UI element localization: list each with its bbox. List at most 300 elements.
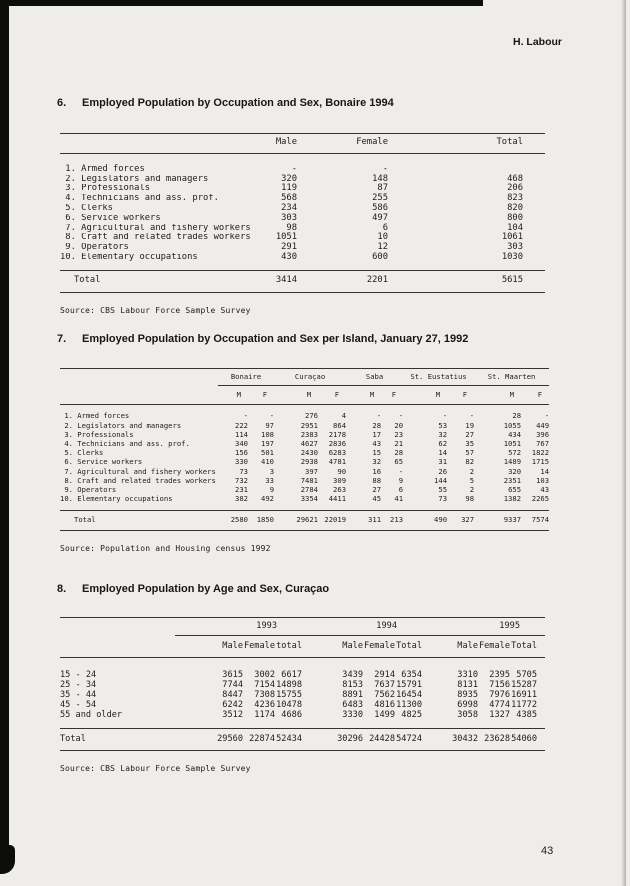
- header-spacer: [60, 386, 218, 405]
- total-female: 2201: [297, 270, 388, 292]
- cell-st-eustatius-m: 26: [438, 466, 448, 476]
- table-6-row: [60, 224, 545, 234]
- cell-bonaire-f: 97: [265, 420, 275, 430]
- header-spacer: [60, 369, 218, 386]
- row-label-age-group: 25 - 34: [60, 680, 97, 690]
- subheader-m: M: [218, 386, 248, 405]
- cell-st-maarten-f: 1715: [531, 457, 550, 467]
- cell-saba-f: 6: [398, 485, 404, 495]
- cell-total-1994: 11300: [396, 700, 422, 710]
- cell-st-eustatius-f: 82: [465, 457, 475, 467]
- subheader-female-1994: Female: [363, 636, 395, 658]
- cell-curacao-f: 90: [337, 466, 347, 476]
- column-header-female: Female: [297, 134, 388, 154]
- row-label-age-group: 35 - 44: [60, 690, 97, 700]
- cell-female: 586: [372, 202, 388, 213]
- cell-saba-m: -: [376, 411, 382, 421]
- table-7-total-row: [60, 511, 549, 530]
- cell-total-1995: 16911: [511, 690, 537, 700]
- cell-bonaire-f: 501: [261, 448, 275, 458]
- subheader-m: M: [346, 386, 381, 405]
- cell-bonaire-m: 330: [235, 457, 248, 467]
- cell-st-maarten-f: 2265: [531, 494, 550, 504]
- total-male-1995: 30432: [422, 729, 478, 751]
- cell-curacao-f: 4781: [328, 457, 347, 467]
- cell-saba-m: 88: [372, 475, 382, 485]
- cell-female: 255: [372, 193, 388, 204]
- cell-curacao-m: 3354: [300, 494, 319, 504]
- cell-female-1993: 3002: [254, 670, 275, 680]
- row-label: 7. Agricultural and fishery workers: [60, 466, 216, 476]
- cell-bonaire-m: 382: [235, 494, 248, 504]
- scan-edge-corner-blob: [0, 845, 15, 874]
- cell-bonaire-f: 492: [261, 494, 275, 504]
- table-8-row: [60, 690, 545, 700]
- table-8-row: [60, 710, 545, 729]
- table-8-row: [60, 658, 545, 681]
- cell-female-1994: 2914: [374, 670, 395, 680]
- table-7-row: [60, 430, 549, 439]
- cell-male: 1051: [275, 232, 297, 243]
- section-7-heading: [57, 333, 579, 346]
- row-label: 10. Elementary occupations: [60, 252, 198, 262]
- table-7-row: [60, 421, 549, 430]
- row-label: 7. Agricultural and fishery workers: [60, 223, 251, 233]
- cell-bonaire-f: 9: [269, 485, 275, 495]
- cell-curacao-m: 2383: [300, 429, 319, 439]
- section-6-title: Employed Population by Occupation and Sex, Bonaire 1994: [82, 97, 394, 109]
- cell-male-1994: 8891: [342, 690, 363, 700]
- cell-st-maarten-m: 320: [508, 466, 522, 476]
- cell-saba-m: 16: [372, 466, 382, 476]
- cell-bonaire-f: 197: [261, 439, 275, 449]
- cell-st-eustatius-m: 55: [438, 485, 448, 495]
- cell-bonaire-m: 231: [235, 485, 248, 495]
- cell-male-1993: 8447: [222, 690, 243, 700]
- subheader-total-1994: Total: [395, 636, 422, 658]
- total-female-1995: 23628: [478, 729, 510, 751]
- header-spacer: [60, 636, 175, 658]
- cell-curacao-f: 2178: [328, 429, 347, 439]
- cell-saba-f: 23: [394, 429, 404, 439]
- table-7-row: [60, 439, 549, 448]
- cell-saba-m: 32: [372, 457, 382, 467]
- table-7-row: [60, 476, 549, 485]
- cell-st-eustatius-f: 98: [465, 494, 475, 504]
- subheader-male-1993: Male: [175, 636, 243, 658]
- cell-male-1993: 6242: [222, 700, 243, 710]
- cell-male-1994: 6483: [342, 700, 363, 710]
- cell-total-1995: 4385: [516, 710, 537, 720]
- cell-saba-f: 20: [394, 420, 404, 430]
- table-6-total-row: [60, 270, 545, 292]
- cell-female-1993: 1174: [254, 710, 275, 720]
- cell-male-1995: 8935: [457, 690, 478, 700]
- table-7-row: [60, 485, 549, 494]
- cell-total: 800: [507, 212, 523, 223]
- total-male: 3414: [252, 270, 297, 292]
- cell-female-1993: 4236: [254, 700, 275, 710]
- cell-saba-m: 43: [372, 439, 382, 449]
- cell-female: -: [382, 163, 388, 174]
- cell-female: 12: [377, 242, 388, 253]
- total-st-eustatius-f: 327: [447, 511, 474, 530]
- cell-st-maarten-m: 1055: [503, 420, 522, 430]
- cell-female-1995: 2395: [489, 670, 510, 680]
- section-8-heading: [57, 583, 579, 596]
- cell-st-eustatius-m: 31: [438, 457, 448, 467]
- cell-saba-f: 21: [394, 439, 404, 449]
- total-bonaire-m: 2580: [218, 511, 248, 530]
- cell-st-eustatius-f: 2: [469, 485, 475, 495]
- cell-total: 104: [507, 222, 523, 233]
- row-label: 10. Elementary occupations: [60, 494, 173, 504]
- total-st-maarten-m: 9337: [474, 511, 521, 530]
- subheader-f: F: [447, 386, 474, 405]
- cell-st-maarten-m: 2351: [503, 475, 522, 485]
- row-label: 3. Professionals: [60, 184, 151, 194]
- cell-curacao-f: 4411: [328, 494, 347, 504]
- row-label: 4. Technicians and ass. prof.: [60, 194, 219, 204]
- cell-curacao-f: 6283: [328, 448, 347, 458]
- cell-female-1994: 7562: [374, 690, 395, 700]
- row-label: 2. Legislators and managers: [60, 420, 182, 430]
- cell-st-eustatius-f: 27: [465, 429, 475, 439]
- scan-edge-top: [0, 0, 483, 6]
- cell-male: 119: [281, 183, 297, 194]
- cell-st-eustatius-m: 73: [438, 494, 448, 504]
- total-female-1994: 24428: [363, 729, 395, 751]
- cell-female: 497: [372, 212, 388, 223]
- cell-bonaire-m: -: [243, 411, 248, 421]
- cell-male-1993: 7744: [222, 680, 243, 690]
- table-6-header-row: [60, 134, 545, 154]
- table-7-island-header-row: [60, 369, 549, 386]
- cell-female-1995: 1327: [489, 710, 510, 720]
- cell-male: -: [291, 163, 297, 174]
- cell-female: 10: [377, 232, 388, 243]
- cell-male-1993: 3512: [222, 710, 243, 720]
- table-7-sex-header-row: [60, 386, 549, 405]
- cell-male: 291: [281, 242, 297, 253]
- table-8-row: [60, 680, 545, 690]
- cell-male-1994: 3330: [342, 710, 363, 720]
- subheader-male-1994: Male: [302, 636, 363, 658]
- total-total: 5615: [388, 270, 545, 292]
- cell-st-eustatius-f: 19: [465, 420, 475, 430]
- cell-male-1994: 3439: [342, 670, 363, 680]
- scan-edge-left: [0, 0, 9, 871]
- table-8-year-header-row: [60, 618, 545, 636]
- row-label: 3. Professionals: [60, 429, 134, 439]
- cell-curacao-m: 2784: [300, 485, 319, 495]
- cell-male: 303: [281, 212, 297, 223]
- table-6-row: [60, 214, 545, 224]
- cell-saba-f: 41: [394, 494, 404, 504]
- cell-total-1993: 10478: [276, 700, 302, 710]
- cell-st-maarten-m: 1382: [503, 494, 522, 504]
- row-label: 6. Service workers: [60, 457, 143, 467]
- cell-total-1993: 4686: [281, 710, 302, 720]
- cell-male: 430: [281, 251, 297, 262]
- cell-total: 303: [507, 242, 523, 253]
- total-total-1995: 54060: [510, 729, 545, 751]
- cell-curacao-f: 864: [333, 420, 347, 430]
- subheader-female-1993: Female: [243, 636, 275, 658]
- cell-female-1995: 7976: [489, 690, 510, 700]
- cell-curacao-f: 309: [333, 475, 347, 485]
- cell-st-maarten-m: 1489: [503, 457, 522, 467]
- table-6-row: [60, 243, 545, 253]
- cell-male: 234: [281, 202, 297, 213]
- cell-saba-m: 28: [372, 420, 382, 430]
- total-label: Total: [60, 511, 218, 530]
- table-6-row: [60, 184, 545, 194]
- cell-st-eustatius-f: -: [469, 411, 475, 421]
- cell-male-1995: 8131: [457, 680, 478, 690]
- cell-st-eustatius-m: -: [442, 411, 448, 421]
- column-header-male: Male: [252, 134, 297, 154]
- cell-curacao-f: 2836: [328, 439, 347, 449]
- cell-total: 823: [507, 193, 523, 204]
- cell-bonaire-f: 33: [265, 475, 275, 485]
- total-label: Total: [60, 729, 175, 751]
- cell-female-1994: 1499: [374, 710, 395, 720]
- section-8-number: 8.: [57, 583, 67, 595]
- cell-total-1994: 4825: [401, 710, 422, 720]
- section-8-title: Employed Population by Age and Sex, Curaçao: [82, 583, 330, 595]
- cell-st-maarten-f: 14: [540, 466, 550, 476]
- cell-curacao-m: 2430: [300, 448, 319, 458]
- island-header-curacao: Curaçao: [274, 369, 346, 386]
- total-bonaire-f: 1850: [248, 511, 274, 530]
- row-label: 4. Technicians and ass. prof.: [60, 439, 190, 449]
- table-7-row: [60, 405, 549, 421]
- source-note-7: Source: Population and Housing census 1992: [60, 543, 271, 553]
- subheader-total-1993: total: [275, 636, 302, 658]
- cell-male-1995: 6998: [457, 700, 478, 710]
- cell-total-1994: 6354: [401, 670, 422, 680]
- cell-total: 1061: [501, 232, 523, 243]
- table-6-employed-by-occupation-bonaire: [60, 133, 545, 293]
- subheader-f: F: [248, 386, 274, 405]
- total-st-eustatius-m: 490: [403, 511, 447, 530]
- total-saba-f: 213: [381, 511, 403, 530]
- cell-curacao-m: 2938: [300, 457, 319, 467]
- row-label: 1. Armed forces: [60, 163, 145, 174]
- row-label: 9. Operators: [60, 485, 117, 495]
- cell-male: 320: [281, 173, 297, 184]
- cell-saba-m: 27: [372, 485, 382, 495]
- total-female-1993: 22874: [243, 729, 275, 751]
- section-7-title: Employed Population by Occupation and Sex per Island, January 27, 1992: [82, 333, 469, 345]
- cell-st-maarten-f: -: [544, 411, 550, 421]
- cell-total-1993: 14898: [276, 680, 302, 690]
- section-7: [57, 333, 579, 553]
- cell-st-eustatius-m: 14: [438, 448, 448, 458]
- total-label: Total: [60, 270, 252, 292]
- row-label: 8. Craft and related trades workers: [60, 475, 216, 485]
- subheader-m: M: [474, 386, 521, 405]
- table-6-row: [60, 153, 545, 174]
- running-header: H. Labour: [513, 36, 562, 48]
- cell-male-1995: 3310: [457, 670, 478, 680]
- total-saba-m: 311: [346, 511, 381, 530]
- table-8-row: [60, 700, 545, 710]
- cell-saba-f: 28: [394, 448, 404, 458]
- cell-bonaire-m: 73: [239, 466, 248, 476]
- cell-saba-f: -: [398, 411, 404, 421]
- cell-bonaire-f: 410: [261, 457, 275, 467]
- cell-bonaire-m: 156: [235, 448, 248, 458]
- cell-st-eustatius-f: 2: [469, 466, 475, 476]
- row-label: 1. Armed forces: [60, 411, 130, 421]
- table-7-employed-by-occupation-per-island: [60, 368, 549, 531]
- cell-total-1995: 15287: [511, 680, 537, 690]
- cell-total: 206: [507, 183, 523, 194]
- subheader-f: F: [318, 386, 346, 405]
- cell-bonaire-f: -: [269, 411, 275, 421]
- section-8: [57, 583, 579, 773]
- subheader-total-1995: Total: [510, 636, 545, 658]
- total-curacao-f: 22019: [318, 511, 346, 530]
- cell-curacao-m: 276: [305, 411, 319, 421]
- cell-saba-f: 65: [394, 457, 404, 467]
- cell-st-maarten-m: 434: [508, 429, 522, 439]
- cell-female: 600: [372, 251, 388, 262]
- cell-st-eustatius-f: 57: [465, 448, 475, 458]
- cell-st-maarten-f: 43: [540, 485, 550, 495]
- cell-female-1995: 7156: [489, 680, 510, 690]
- cell-total: 820: [507, 202, 523, 213]
- cell-saba-m: 17: [372, 429, 382, 439]
- row-label-age-group: 45 - 54: [60, 700, 97, 710]
- total-male-1994: 30296: [302, 729, 363, 751]
- cell-st-maarten-f: 1822: [531, 448, 550, 458]
- column-header-total: Total: [388, 134, 545, 154]
- page-number: 43: [541, 845, 554, 857]
- subheader-f: F: [381, 386, 403, 405]
- subheader-female-1995: Female: [478, 636, 510, 658]
- cell-male-1994: 8153: [342, 680, 363, 690]
- cell-st-maarten-m: 1051: [503, 439, 522, 449]
- cell-female: 87: [377, 183, 388, 194]
- cell-bonaire-f: 108: [261, 429, 275, 439]
- cell-female-1994: 4816: [374, 700, 395, 710]
- cell-total-1995: 5705: [516, 670, 537, 680]
- subheader-male-1995: Male: [422, 636, 478, 658]
- island-header-bonaire: Bonaire: [218, 369, 274, 386]
- row-label: 5. Clerks: [60, 448, 104, 458]
- cell-st-eustatius-m: 62: [438, 439, 448, 449]
- cell-curacao-m: 397: [305, 466, 319, 476]
- row-label-age-group: 55 and older: [60, 710, 123, 720]
- table-7-row: [60, 457, 549, 466]
- cell-st-maarten-m: 655: [508, 485, 522, 495]
- header-spacer: [60, 618, 175, 636]
- table-8-sex-header-row: [60, 636, 545, 658]
- cell-saba-f: 9: [398, 475, 404, 485]
- cell-total-1995: 11772: [511, 700, 537, 710]
- cell-saba-f: -: [398, 466, 404, 476]
- cell-total-1993: 6617: [281, 670, 302, 680]
- row-label: 5. Clerks: [60, 203, 113, 213]
- section-6-heading: [57, 97, 579, 110]
- cell-bonaire-m: 114: [235, 429, 248, 439]
- table-6-row: [60, 233, 545, 243]
- cell-male: 568: [281, 193, 297, 204]
- cell-male: 98: [286, 222, 297, 233]
- row-label: 2. Legislators and managers: [60, 174, 209, 184]
- section-6: [57, 97, 579, 315]
- cell-female: 148: [372, 173, 388, 184]
- table-8-employed-by-age-curacao: [60, 617, 545, 751]
- total-total-1994: 54724: [395, 729, 422, 751]
- cell-st-eustatius-m: 32: [438, 429, 448, 439]
- cell-bonaire-m: 340: [235, 439, 248, 449]
- cell-st-maarten-f: 767: [536, 439, 550, 449]
- row-label-age-group: 15 - 24: [60, 670, 97, 680]
- cell-st-eustatius-f: 35: [465, 439, 475, 449]
- island-header-saba: Saba: [346, 369, 403, 386]
- cell-curacao-f: 4: [341, 411, 347, 421]
- cell-male-1995: 3058: [457, 710, 478, 720]
- table-6-row: [60, 175, 545, 185]
- subheader-m: M: [403, 386, 447, 405]
- table-7-row: [60, 448, 549, 457]
- subheader-f: F: [521, 386, 549, 405]
- cell-st-eustatius-f: 5: [469, 475, 475, 485]
- cell-st-maarten-m: 28: [512, 411, 522, 421]
- total-curacao-m: 29621: [274, 511, 318, 530]
- table-7-row: [60, 494, 549, 511]
- cell-female-1995: 4774: [489, 700, 510, 710]
- year-header-1993: 1993: [175, 618, 302, 636]
- cell-total-1994: 15791: [396, 680, 422, 690]
- table-6-row: [60, 253, 545, 270]
- total-total-1993: 52434: [275, 729, 302, 751]
- cell-bonaire-m: 732: [235, 475, 248, 485]
- cell-st-maarten-m: 572: [508, 448, 522, 458]
- section-7-number: 7.: [57, 333, 67, 345]
- table-8-total-row: [60, 729, 545, 751]
- table-6-row: [60, 204, 545, 214]
- cell-st-eustatius-m: 144: [434, 475, 448, 485]
- island-header-st-eustatius: St. Eustatius: [403, 369, 474, 386]
- table-6-row: [60, 194, 545, 204]
- section-6-number: 6.: [57, 97, 67, 109]
- cell-st-maarten-f: 103: [536, 475, 550, 485]
- cell-bonaire-m: 222: [235, 420, 248, 430]
- total-st-maarten-f: 7574: [521, 511, 549, 530]
- cell-total: 468: [507, 173, 523, 184]
- cell-total-1993: 15755: [276, 690, 302, 700]
- row-label: 8. Craft and related trades workers: [60, 233, 251, 243]
- cell-saba-m: 15: [372, 448, 382, 458]
- cell-curacao-m: 4627: [300, 439, 319, 449]
- year-header-1994: 1994: [302, 618, 422, 636]
- cell-st-eustatius-m: 53: [438, 420, 448, 430]
- cell-female-1993: 7154: [254, 680, 275, 690]
- cell-total: [388, 153, 545, 174]
- cell-curacao-m: 2951: [300, 420, 319, 430]
- cell-total-1994: 16454: [396, 690, 422, 700]
- table-7-row: [60, 467, 549, 476]
- cell-female: 6: [382, 222, 388, 233]
- cell-curacao-f: 263: [333, 485, 347, 495]
- cell-male-1993: 3615: [222, 670, 243, 680]
- total-male-1993: 29560: [175, 729, 243, 751]
